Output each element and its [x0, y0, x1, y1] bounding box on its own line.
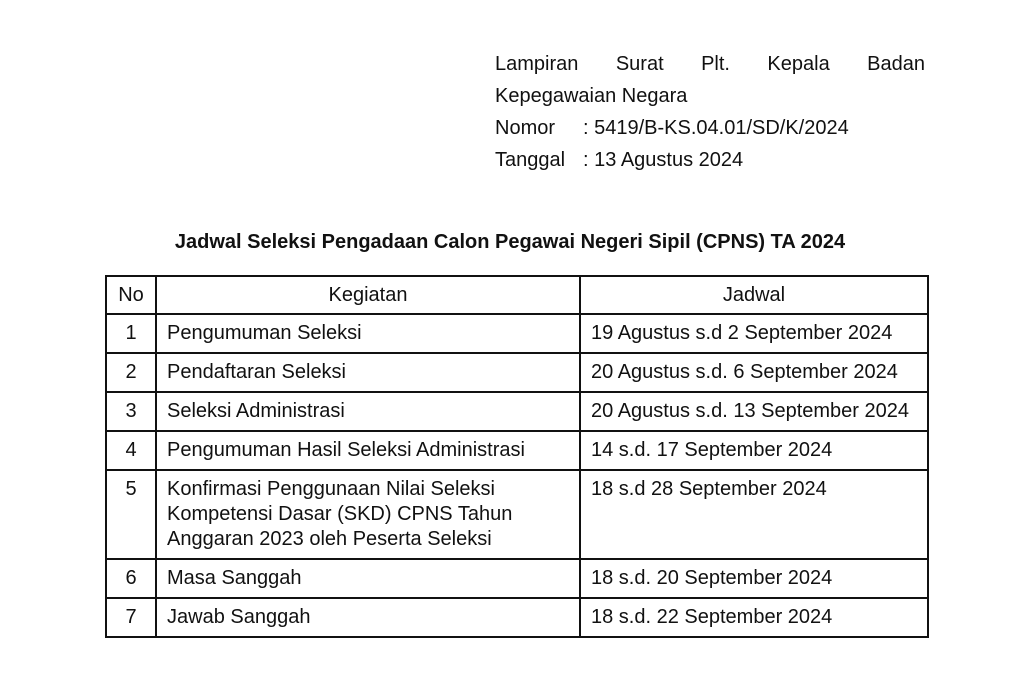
- row-schedule: 20 Agustus s.d. 6 September 2024: [580, 353, 928, 392]
- attachment-word: Surat: [615, 53, 664, 75]
- row-activity: Pendaftaran Seleksi: [156, 353, 580, 392]
- schedule-table: [105, 275, 929, 638]
- letter-number-value: : 5419/B-KS.04.01/SD/K/2024: [583, 117, 849, 139]
- row-activity: Pengumuman Seleksi: [156, 314, 580, 353]
- letter-date-line: [495, 146, 925, 178]
- row-number: 5: [106, 470, 156, 559]
- row-number: 6: [106, 559, 156, 598]
- document-title: Jadwal Seleksi Pengadaan Calon Pegawai Negeri Sipil (CPNS) TA 2024: [174, 231, 846, 253]
- attachment-word: Badan: [867, 53, 925, 75]
- row-schedule: 18 s.d. 22 September 2024: [580, 598, 928, 637]
- row-schedule: 19 Agustus s.d 2 September 2024: [580, 314, 928, 353]
- table-header-row: [106, 276, 928, 314]
- agency-line: Kepegawaian Negara: [495, 85, 688, 107]
- row-number: 4: [106, 431, 156, 470]
- table-row: [106, 470, 928, 559]
- row-activity: Seleksi Administrasi: [156, 392, 580, 431]
- row-number: 1: [106, 314, 156, 353]
- letter-number-line: [495, 114, 925, 146]
- row-number: 7: [106, 598, 156, 637]
- letter-date-label: Tanggal: [495, 149, 566, 171]
- row-schedule: 14 s.d. 17 September 2024: [580, 431, 928, 470]
- attachment-word: Lampiran: [495, 53, 579, 75]
- table-row: [106, 559, 928, 598]
- row-number: 3: [106, 392, 156, 431]
- table-row: [106, 353, 928, 392]
- letter-number-label: Nomor: [495, 117, 556, 139]
- table-row: [106, 314, 928, 353]
- row-schedule: 18 s.d. 20 September 2024: [580, 559, 928, 598]
- table-row: [106, 431, 928, 470]
- row-activity: Pengumuman Hasil Seleksi Administrasi: [156, 431, 580, 470]
- row-number: 2: [106, 353, 156, 392]
- column-header-no: No: [106, 276, 156, 314]
- column-header-activity: Kegiatan: [156, 276, 580, 314]
- row-schedule: 18 s.d 28 September 2024: [580, 470, 928, 559]
- attachment-word: Plt.: [701, 53, 730, 75]
- column-header-schedule: Jadwal: [580, 276, 928, 314]
- attachment-line: [495, 50, 925, 82]
- letter-reference-block: [495, 50, 925, 178]
- row-schedule: 20 Agustus s.d. 13 September 2024: [580, 392, 928, 431]
- letter-date-value: : 13 Agustus 2024: [583, 149, 744, 171]
- row-activity: Jawab Sanggah: [156, 598, 580, 637]
- row-activity: Konfirmasi Penggunaan Nilai Seleksi Kompetensi Dasar (SKD) CPNS Tahun Anggaran 2023 oleh Peserta Seleksi: [156, 470, 580, 559]
- row-activity: Masa Sanggah: [156, 559, 580, 598]
- attachment-word: Kepala: [767, 53, 830, 75]
- table-row: [106, 392, 928, 431]
- table-row: [106, 598, 928, 637]
